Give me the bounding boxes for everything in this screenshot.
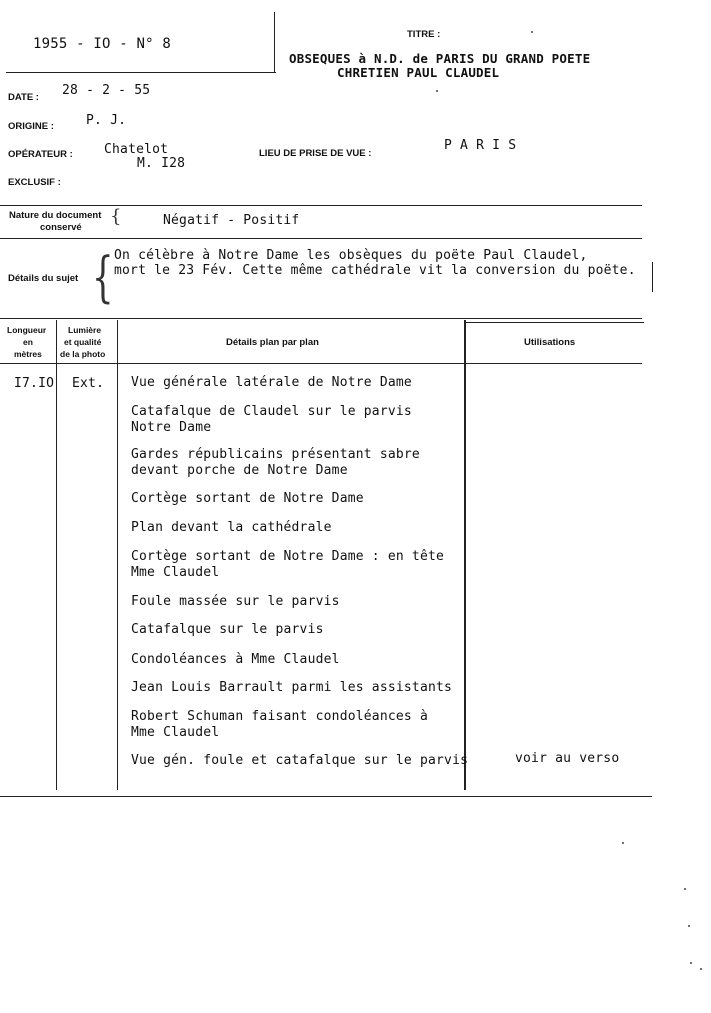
shot-line: Vue générale latérale de Notre Dame	[131, 375, 412, 390]
nature-value: Négatif - Positif	[163, 213, 300, 228]
date-value: 28 - 2 - 55	[62, 83, 151, 98]
shot-line: Catafalque sur le parvis	[131, 622, 324, 637]
scan-speck	[622, 842, 624, 844]
shot-line: Mme Claudel	[131, 725, 220, 740]
nature-top-rule	[0, 205, 642, 206]
shot-line: Robert Schuman faisant condoléances à	[131, 709, 428, 724]
reference-number: 1955 - IO - N° 8	[33, 36, 172, 52]
lieu-value: P A R I S	[444, 138, 517, 153]
date-label: DATE :	[8, 92, 39, 103]
operateur-label: OPÉRATEUR :	[8, 149, 73, 160]
col-lumiere-line-2: et qualité	[64, 337, 102, 347]
col-lumiere-line-1: Lumière	[68, 325, 102, 335]
col-utilisations-header: Utilisations	[524, 337, 576, 348]
shot-line: Notre Dame	[131, 420, 212, 435]
col-longueur-line-1: Longueur	[7, 325, 47, 335]
shot-line: Mme Claudel	[131, 565, 220, 580]
shot-item-10	[131, 680, 471, 696]
shot-line: Catafalque de Claudel sur le parvis	[131, 404, 412, 419]
shot-item-4	[131, 491, 471, 507]
lieu-label: LIEU DE PRISE DE VUE :	[259, 148, 372, 159]
details-line-2: mort le 23 Fév. Cette même cathédrale vit la conversion du poëte.	[114, 263, 636, 278]
shot-line: Foule massée sur le parvis	[131, 594, 340, 609]
details-brace: {	[92, 246, 114, 310]
shot-item-2	[131, 404, 471, 436]
origine-value: P. J.	[86, 113, 127, 128]
header-divider	[274, 12, 275, 72]
scan-speck	[436, 90, 438, 92]
shot-line: devant porche de Notre Dame	[131, 463, 348, 478]
operateur-value: Chatelot	[104, 142, 169, 157]
shot-line: Cortège sortant de Notre Dame : en tête	[131, 549, 445, 564]
shot-item-11	[131, 709, 471, 741]
shot-item-8	[131, 622, 471, 638]
table-header-rule	[0, 363, 642, 364]
utilisation-note: voir au verso	[515, 751, 620, 766]
col-sep-1	[56, 320, 57, 790]
operateur-sub: M. I28	[137, 156, 186, 171]
header-underline	[6, 72, 276, 73]
lumiere-value: Ext.	[72, 376, 105, 391]
titre-line-2: CHRETIEN PAUL CLAUDEL	[337, 65, 500, 80]
shot-item-6	[131, 549, 471, 581]
nature-label-2: conservé	[40, 222, 82, 233]
longueur-value: I7.IO	[14, 376, 55, 391]
nature-bottom-rule	[0, 238, 642, 239]
details-line-1: On célèbre à Notre Dame les obsèques du poëte Paul Claudel,	[114, 248, 588, 263]
col-longueur-line-3: mètres	[14, 349, 42, 359]
origine-label: ORIGINE :	[8, 121, 54, 132]
shot-line: Plan devant la cathédrale	[131, 520, 332, 535]
scan-speck	[690, 962, 692, 964]
nature-brace: {	[110, 206, 122, 227]
details-label: Détails du sujet	[8, 273, 79, 284]
table-top-rule	[0, 318, 642, 319]
shot-item-12	[131, 753, 471, 769]
titre-label: TITRE :	[407, 29, 441, 40]
shot-item-1	[131, 375, 471, 391]
shot-line: Jean Louis Barrault parmi les assistants	[131, 680, 453, 695]
col-lumiere-line-3: de la photo	[60, 349, 106, 359]
shot-line: Cortège sortant de Notre Dame	[131, 491, 364, 506]
exclusif-label: EXCLUSIF :	[8, 177, 61, 188]
shot-line: Gardes républicains présentant sabre	[131, 447, 420, 462]
shot-item-3	[131, 447, 471, 479]
shot-line: Condoléances à Mme Claudel	[131, 652, 340, 667]
titre-line-1: OBSEQUES à N.D. de PARIS DU GRAND POETE	[289, 51, 591, 66]
col-sep-2	[117, 320, 118, 790]
shot-item-7	[131, 594, 471, 610]
shot-item-9	[131, 652, 471, 668]
nature-label-1: Nature du document	[9, 210, 102, 221]
table-top-rule-right	[466, 322, 644, 323]
shot-item-5	[131, 520, 471, 536]
details-right-edge	[652, 262, 653, 292]
table-bottom-rule	[0, 796, 652, 797]
scan-speck	[531, 31, 533, 33]
shot-line: Vue gén. foule et catafalque sur le parvis	[131, 753, 469, 768]
scan-speck	[700, 968, 702, 970]
scan-speck	[688, 925, 690, 927]
scan-speck	[684, 888, 686, 890]
col-longueur-line-2: en	[23, 337, 33, 347]
col-details-header: Détails plan par plan	[226, 337, 319, 348]
